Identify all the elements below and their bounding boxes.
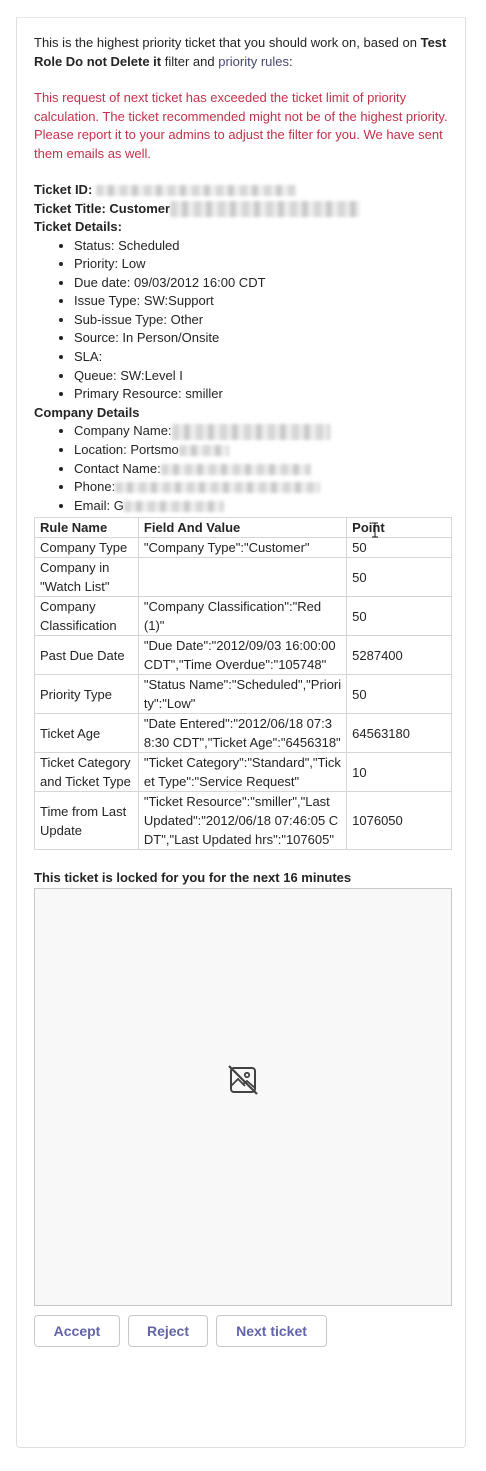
list-item: • Primary Resource: smiller (74, 385, 450, 404)
field-value-cell: "Date Entered":"2012/06/18 07:38:30 CDT","Ticket Age":"6456318" (138, 714, 346, 753)
table-row (35, 597, 452, 636)
point-cell: 64563180 (347, 714, 452, 753)
table-row (35, 558, 452, 597)
list-item: • Sub-issue Type: Other (74, 311, 450, 330)
contact-name-label: Contact Name: (74, 460, 161, 476)
next-ticket-button[interactable]: Next ticket (216, 1315, 327, 1347)
list-item: • Status: Scheduled (74, 237, 450, 256)
field-value-cell: "Ticket Category":"Standard","Ticket Type":"Service Request" (138, 753, 346, 792)
action-buttons (34, 1315, 450, 1347)
rule-name-cell: Company Classification (35, 597, 139, 636)
point-cell: 50 (347, 558, 452, 597)
rule-name-cell: Ticket Category and Ticket Type (35, 753, 139, 792)
table-row (35, 636, 452, 675)
list-item: • Source: In Person/Onsite (74, 329, 450, 348)
rule-name-cell: Company Type (35, 538, 139, 558)
rule-name-cell: Time from Last Update (35, 792, 139, 850)
ticket-title-label: Ticket Title: Customer (34, 200, 171, 216)
redacted-contact-name (161, 464, 311, 475)
list-item (74, 441, 450, 460)
email-label: Email: G (74, 497, 124, 513)
rule-name-cell: Company in "Watch List" (35, 558, 139, 597)
table-row (35, 753, 452, 792)
company-details-list (34, 422, 450, 515)
redacted-location (179, 445, 229, 456)
ticket-title-row (34, 200, 450, 219)
text-cursor-icon (372, 522, 378, 538)
limit-warning: This request of next ticket has exceeded the ticket limit of priority calculation. The ticket recommended might not be of the highest priority. Please report it to your admins to adjust the filter for you. We have sent them emails as well. (34, 90, 448, 161)
intro-text (34, 34, 450, 71)
col-header-rule-name: Rule Name (35, 518, 139, 538)
point-cell: 50 (347, 675, 452, 714)
ticket-card (16, 18, 466, 1448)
ticket-details-list (34, 237, 450, 404)
priority-rules-table (34, 517, 452, 850)
table-row (35, 538, 452, 558)
list-item: • Queue: SW:Level I (74, 367, 450, 386)
filter-name: Test Role Do not Delete it (34, 35, 447, 69)
point-cell: 1076050 (347, 792, 452, 850)
ticket-section (34, 181, 450, 515)
accept-button[interactable]: Accept (34, 1315, 120, 1347)
ticket-preview-frame (34, 888, 452, 1306)
intro-text-2: filter and (161, 53, 219, 69)
col-header-point: Point (347, 518, 452, 538)
ticket-details-label: Ticket Details: (34, 219, 122, 234)
card-content (34, 34, 450, 1347)
field-value-cell: "Company Classification":"Red (1)" (138, 597, 346, 636)
intro-text-3: : (289, 53, 293, 69)
list-item: • Priority: Low (74, 255, 450, 274)
field-value-cell: "Status Name":"Scheduled","Priority":"Low" (138, 675, 346, 714)
priority-rules-link[interactable]: priority rules (218, 53, 290, 69)
redacted-email (124, 501, 224, 512)
col-header-field-and-value: Field And Value (138, 518, 346, 538)
field-value-cell (138, 558, 346, 597)
point-cell: 10 (347, 753, 452, 792)
table-row (35, 792, 452, 850)
company-name-label: Company Name: (74, 423, 172, 439)
table-row (35, 714, 452, 753)
ticket-id-row (34, 181, 450, 200)
redacted-ticket-title (170, 201, 360, 217)
list-item: • Issue Type: SW:Support (74, 292, 450, 311)
redacted-phone (115, 482, 320, 493)
rule-name-cell: Priority Type (35, 675, 139, 714)
company-details-label: Company Details (34, 404, 140, 420)
field-value-cell: "Ticket Resource":"smiller","Last Updated":"2012/06/18 07:46:05 CDT","Last Updated hrs":"107605" (138, 792, 346, 850)
redacted-company-name (172, 424, 330, 440)
rule-name-cell: Past Due Date (35, 636, 139, 675)
list-item (74, 460, 450, 479)
redacted-ticket-id (96, 185, 296, 196)
point-cell: 5287400 (347, 636, 452, 675)
rule-name-cell: Ticket Age (35, 714, 139, 753)
list-item: • Due date: 09/03/2012 16:00 CDT (74, 274, 450, 293)
list-item (74, 422, 450, 441)
table-header-row (35, 518, 452, 538)
table-row (35, 675, 452, 714)
field-value-cell: "Due Date":"2012/09/03 16:00:00 CDT","Time Overdue":"105748" (138, 636, 346, 675)
list-item (74, 478, 450, 497)
reject-button[interactable]: Reject (128, 1315, 208, 1347)
point-cell: 50 (347, 597, 452, 636)
intro-text-1: This is the highest priority ticket that you should work on, based on (34, 35, 421, 50)
phone-label: Phone: (74, 479, 116, 495)
list-item (74, 497, 450, 516)
point-cell: 50 (347, 538, 452, 558)
field-value-cell: "Company Type":"Customer" (138, 538, 346, 558)
ticket-id-label: Ticket ID: (34, 182, 93, 197)
lock-notice: This ticket is locked for you for the next 16 minutes (34, 870, 352, 886)
location-label: Location: Portsmo (74, 441, 179, 457)
broken-image-icon (227, 1064, 259, 1096)
list-item: • SLA: (74, 348, 450, 367)
